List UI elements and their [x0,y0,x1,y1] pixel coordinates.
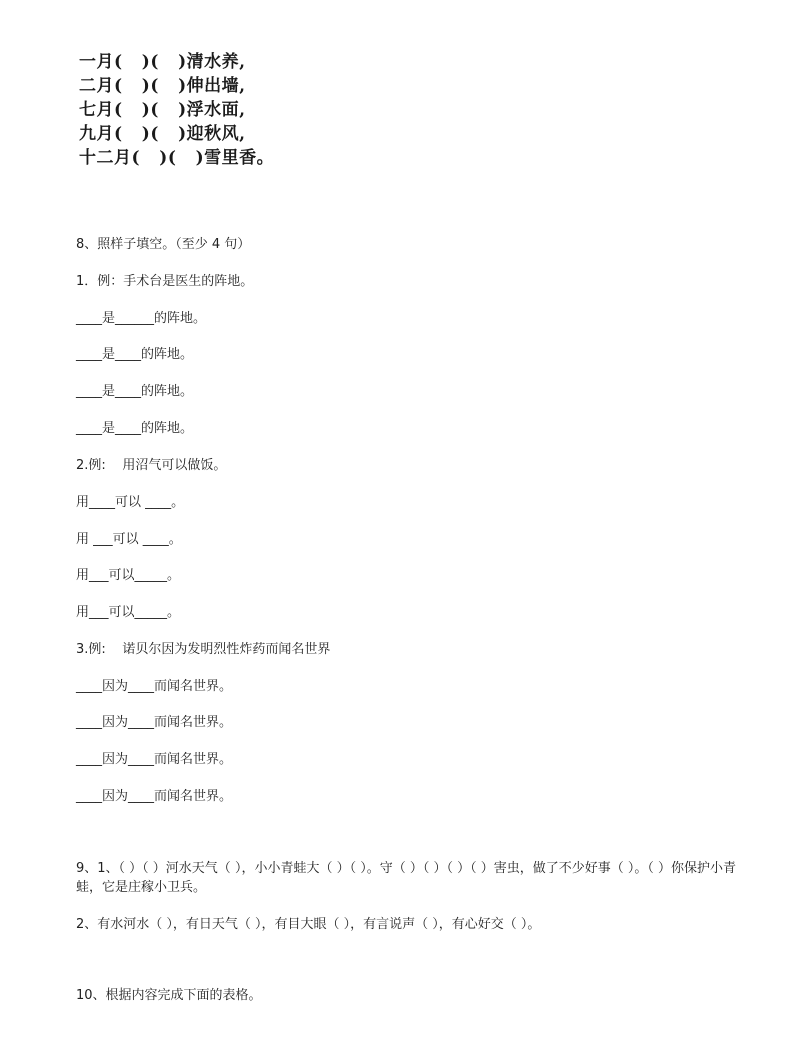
q8-ex1-blank: ____是______的阵地。 [76,311,207,326]
q8-ex2-blank: 用___可以_____。 [76,605,181,620]
q9-part1: 9、1、（ ）（ ）河水天气（ ），小小青蛙大（ ）（ ）。守（ ）（ ）（ ）（ ）害虫，做了不少好事（ ）。（ ）你保护小青蛙，它是庄稼小卫兵。 [76,861,736,895]
q8-ex1-blank: ____是____的阵地。 [76,384,194,399]
poem-line: 七月( )( )浮水面, [79,100,246,120]
poem-line: 二月( )( )伸出墙, [79,76,246,96]
q8-ex3-blank: ____因为____而闻名世界。 [76,715,233,730]
q8-heading: 8、照样子填空。（至少 4 句） [76,237,251,252]
q9-part2: 2、有水河水（ ），有日天气（ ），有目大眼（ ），有言说声（ ），有心好交（ ）。 [76,917,541,932]
q8-ex2-blank: 用___可以_____。 [76,568,181,583]
q8-ex3-example: 3.例: 诺贝尔因为发明烈性炸药而闻名世界 [76,642,331,657]
poem-image [79,50,309,170]
q8-ex2-blank: 用 ___可以 ____。 [76,532,182,547]
q8-ex3-blank: ____因为____而闻名世界。 [76,789,233,804]
q8-ex1-example: 1．例：手术台是医生的阵地。 [76,274,254,289]
q8-ex1-blank: ____是____的阵地。 [76,421,194,436]
q8-ex2-example: 2.例: 用沼气可以做饭。 [76,458,227,473]
q8-ex2-blank: 用____可以 ____。 [76,495,185,510]
poem-line: 九月( )( )迎秋风, [79,124,246,144]
q10-heading: 10、根据内容完成下面的表格。 [76,988,262,1003]
q8-ex3-blank: ____因为____而闻名世界。 [76,752,233,767]
poem-line: 一月( )( )清水养, [79,52,246,72]
q8-ex3-blank: ____因为____而闻名世界。 [76,679,233,694]
q8-ex1-blank: ____是____的阵地。 [76,347,194,362]
poem-line: 十二月( )( )雪里香。 [79,148,275,168]
